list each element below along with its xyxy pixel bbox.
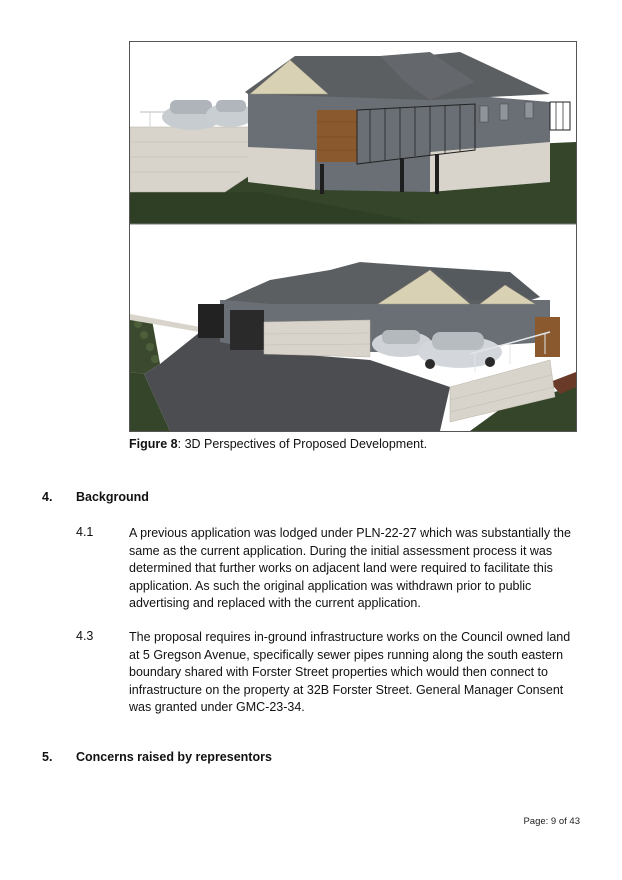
- section-5-title: Concerns raised by representors: [76, 750, 272, 764]
- figure-caption-text: : 3D Perspectives of Proposed Development.: [177, 437, 428, 451]
- figure-caption: [129, 437, 427, 451]
- top-perspective-render: [130, 42, 576, 224]
- paragraph-4-3-number: 4.3: [76, 629, 94, 643]
- section-4-title: Background: [76, 490, 149, 504]
- paragraph-4-1-number: 4.1: [76, 525, 94, 539]
- section-4-number: 4.: [42, 490, 53, 504]
- figure-image: [130, 42, 576, 431]
- page-number: Page: 9 of 43: [523, 816, 580, 827]
- bottom-perspective-render: [130, 225, 576, 431]
- paragraph-4-1-text: A previous application was lodged under PLN-22-27 which was substantially the same as the current application. During the initial assessment process it was determined that further works on adjacent land were required to facilitate this application. As such the original application was withdrawn prior to public advertising and replaced with the current application.: [129, 526, 571, 610]
- section-5-number: 5.: [42, 750, 53, 764]
- figure-3d-perspectives: [129, 41, 577, 432]
- paragraph-4-3-text: The proposal requires in-ground infrastructure works on the Council owned land at 5 Gregson Avenue, specifically sewer pipes running along the south eastern boundary shared with Forster Street properties which would then connect to infrastructure on the property at 32B Forster Street. General Manager Consent was granted under GMC-23-34.: [129, 630, 571, 714]
- figure-caption-label: Figure 8: [129, 437, 178, 451]
